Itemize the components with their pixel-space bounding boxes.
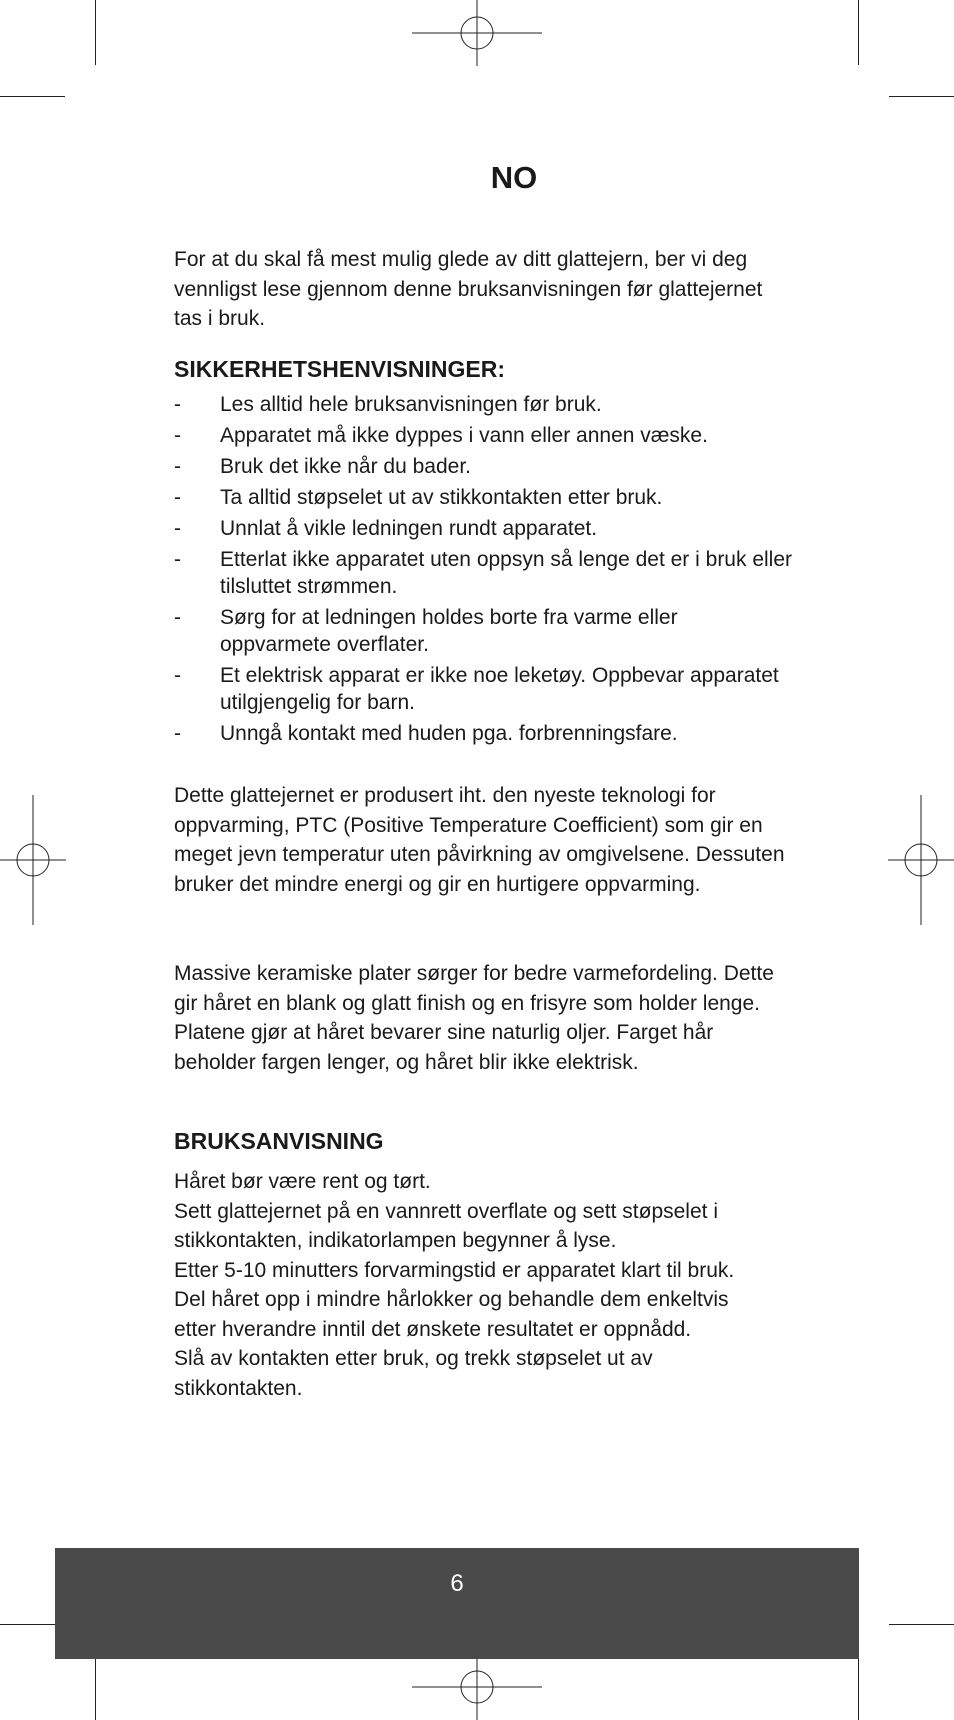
registration-mark-bottom	[412, 1655, 542, 1720]
page-number: 6	[450, 1570, 464, 1597]
list-item-text: Et elektrisk apparat er ikke noe leketøy. Oppbevar apparatet utilgjengelig for barn.	[220, 664, 779, 714]
list-item	[174, 604, 794, 658]
crop-mark-bottom-right	[858, 1655, 859, 1720]
usage-line: stikkontakten.	[174, 1376, 303, 1400]
ptc-paragraph: Dette glattejernet er produsert iht. den nyeste teknologi for oppvarming, PTC (Positive Temperature Coefficient) som gir en meget jevn temperatur uten påvirkning av omgivelsene. Dessuten bruker det mindre energi og gir en hurtigere oppvarming.	[174, 784, 785, 896]
list-item-text: Les alltid hele bruksanvisningen før bruk.	[220, 393, 602, 416]
safety-list	[174, 391, 794, 751]
bullet-dash: -	[174, 424, 181, 447]
usage-heading: BRUKSANVISNING	[174, 1128, 384, 1154]
list-item-text: Unngå kontakt med huden pga. forbrenningsfare.	[220, 722, 678, 745]
list-item	[174, 391, 794, 418]
footer-bar	[55, 1548, 859, 1659]
usage-line: stikkontakten, indikatorlampen begynner å lyse.	[174, 1229, 617, 1252]
list-item	[174, 515, 794, 542]
registration-mark-left	[0, 795, 66, 925]
usage-line: Slå av kontakten etter bruk, og trekk støpselet ut av	[174, 1347, 653, 1370]
crop-mark-top-right	[858, 0, 859, 65]
list-item	[174, 453, 794, 480]
bullet-dash: -	[174, 455, 181, 478]
usage-line: etter hverandre inntil det ønskete resultatet er oppnådd.	[174, 1317, 692, 1341]
intro-paragraph: For at du skal få mest mulig glede av ditt glattejern, ber vi deg vennligst lese gjennom denne bruksanvisningen før glattejernet tas i bruk.	[174, 248, 763, 330]
list-item-text: Etterlat ikke apparatet uten oppsyn så lenge det er i bruk eller tilsluttet strømmen.	[220, 548, 793, 598]
usage-line: Sett glattejernet på en vannrett overflate og sett støpselet i	[174, 1199, 718, 1223]
ceramic-paragraph: Massive keramiske plater sørger for bedre varmefordeling. Dette gir håret en blank og glatt finish og en frisyre som holder lenge. Platene gjør at håret bevarer sine naturlig oljer. Farget hår beholder fargen lenger, og håret blir ikke elektrisk.	[174, 962, 774, 1074]
safety-heading: SIKKERHETSHENVISNINGER:	[174, 356, 505, 382]
bullet-dash: -	[174, 722, 181, 745]
crop-mark-bottom-left	[95, 1655, 96, 1720]
usage-instructions	[174, 1167, 794, 1403]
list-item-text: Ta alltid støpselet ut av stikkontakten etter bruk.	[220, 486, 663, 509]
list-item	[174, 546, 794, 600]
bullet-dash: -	[174, 517, 181, 540]
list-item-text: Apparatet må ikke dyppes i vann eller annen væske.	[220, 424, 708, 447]
crop-mark-bottom-right-horizontal	[889, 1624, 954, 1625]
language-code-heading: NO	[490, 160, 538, 195]
usage-line: Håret bør være rent og tørt.	[174, 1170, 431, 1193]
bullet-dash: -	[174, 486, 181, 509]
registration-mark-top	[412, 0, 542, 66]
usage-line: Etter 5-10 minutters forvarmingstid er apparatet klart til bruk.	[174, 1258, 735, 1282]
bullet-dash: -	[174, 548, 181, 571]
list-item-text: Unnlat å vikle ledningen rundt apparatet.	[220, 517, 598, 540]
usage-line: Del håret opp i mindre hårlokker og behandle dem enkeltvis	[174, 1288, 729, 1311]
list-item-text: Bruk det ikke når du bader.	[220, 455, 471, 478]
registration-mark-right	[888, 795, 954, 925]
crop-mark-top-left-horizontal	[0, 96, 65, 97]
list-item	[174, 720, 794, 747]
list-item	[174, 662, 794, 716]
bullet-dash: -	[174, 606, 181, 629]
bullet-dash: -	[174, 393, 181, 416]
crop-mark-top-right-horizontal	[889, 96, 954, 97]
crop-mark-top-left	[95, 0, 96, 65]
list-item-text: Sørg for at ledningen holdes borte fra varme eller oppvarmete overflater.	[220, 606, 678, 656]
list-item	[174, 422, 794, 449]
list-item	[174, 484, 794, 511]
bullet-dash: -	[174, 664, 181, 687]
